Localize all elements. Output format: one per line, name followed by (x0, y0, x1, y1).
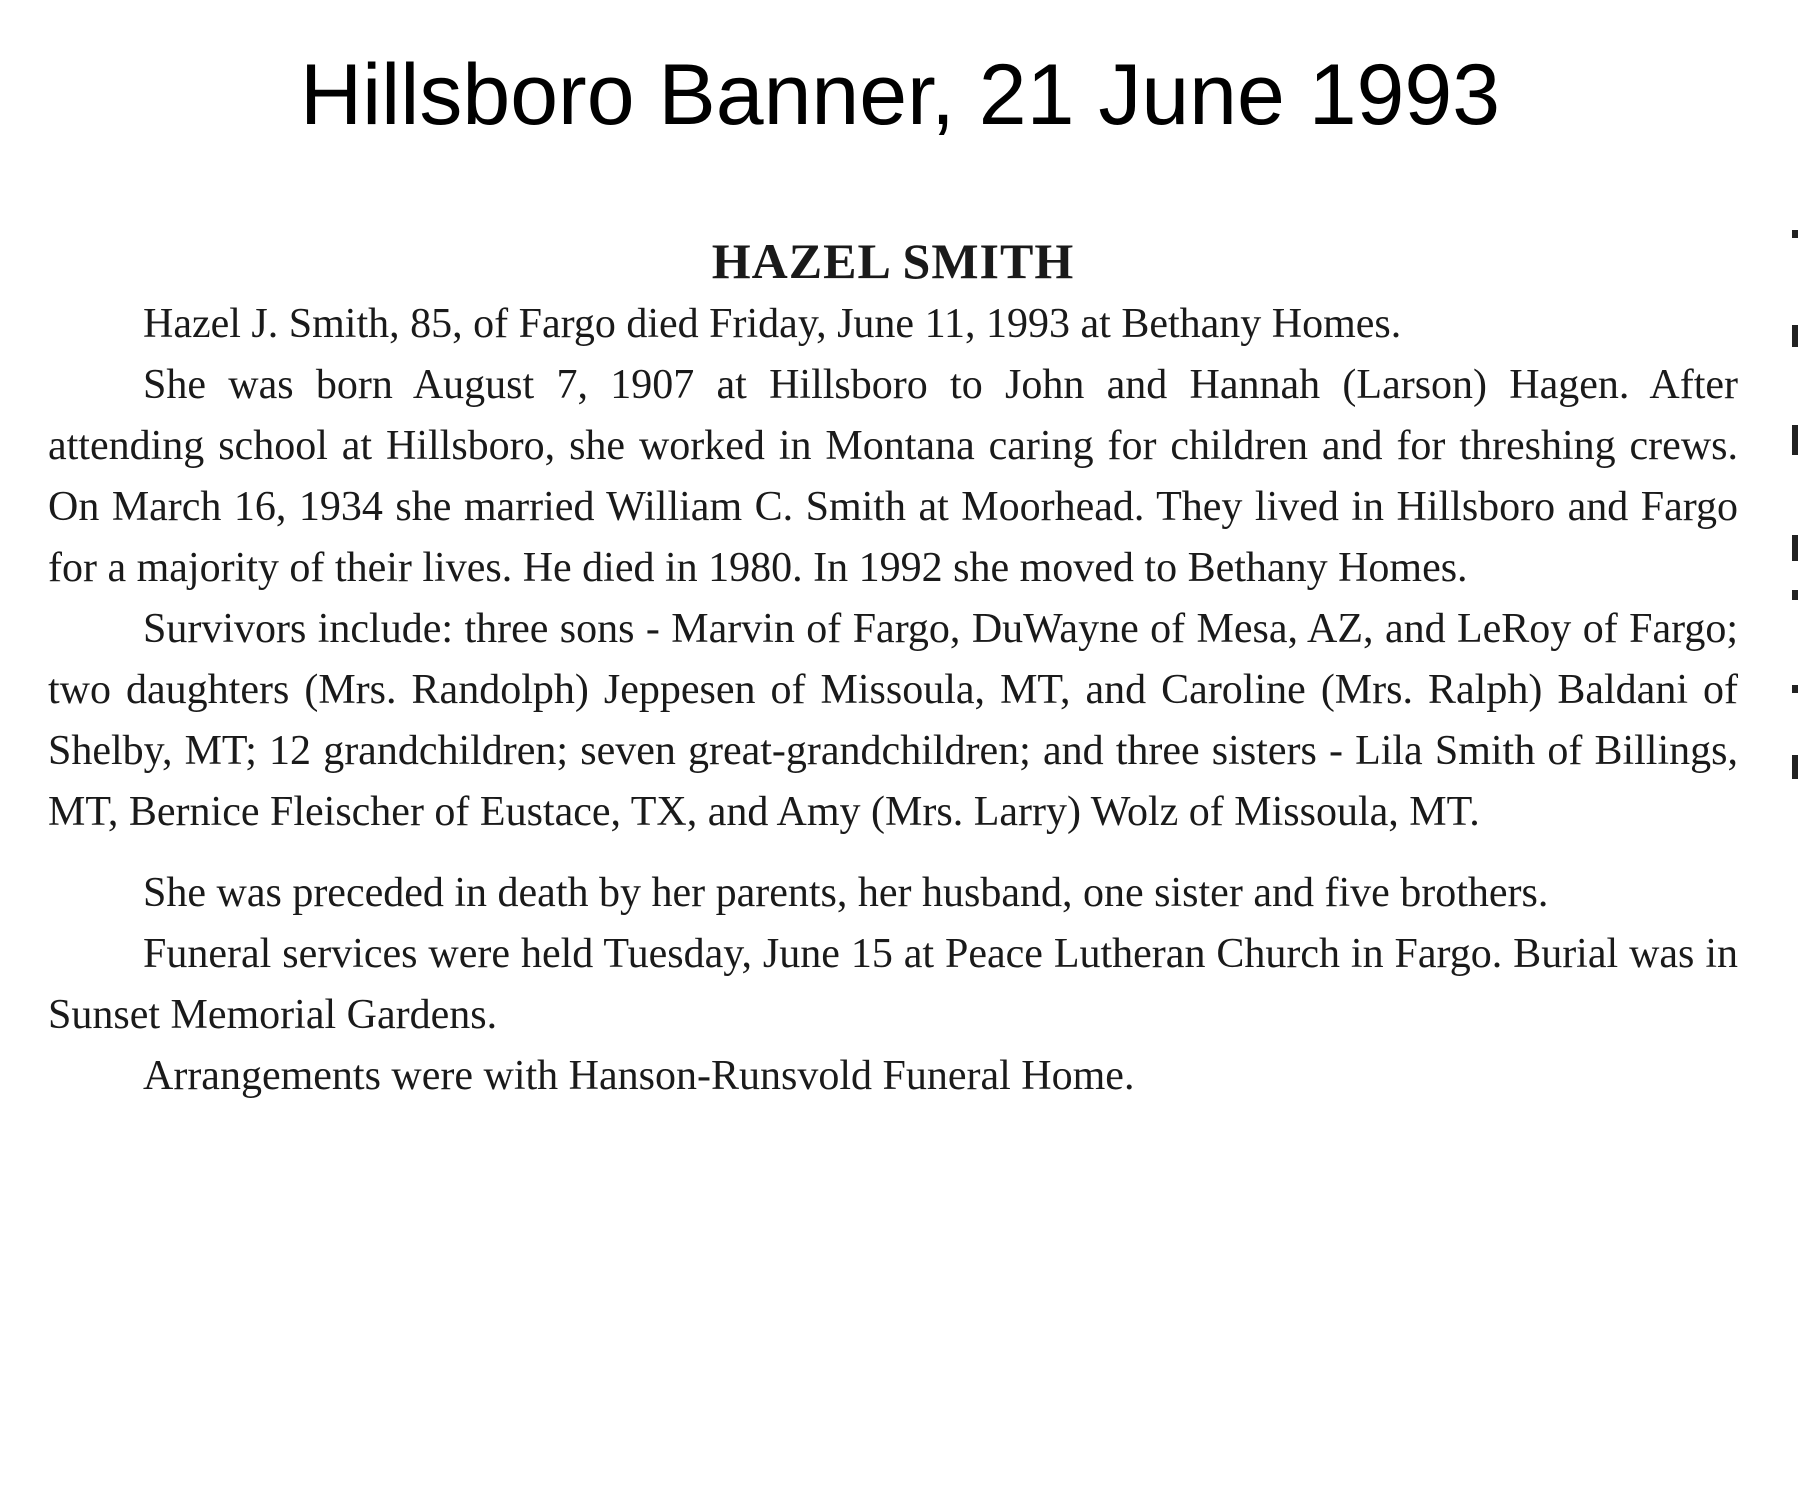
obituary-title: HAZEL SMITH (711, 233, 1075, 289)
page-caption: Hillsboro Banner, 21 June 1993 (299, 47, 1501, 143)
obituary-paragraph-preceded: She was preceded in death by her parents, her husband, one sister and five brothers. (143, 870, 1549, 916)
obituary-paragraph-survivors: Survivors include: three sons - Marvin of Fargo, DuWayne of Mesa, AZ, and LeRoy of Fargo; two daughters (Mrs. Randolph) Jeppesen of Missoula, MT, and Caroline (Mrs. Ralph) Baldani of Shelby, MT; 12 grandchildren; seven great-grandchildren; and three sisters - Lila Smith of Billings, MT, Bernice Fleischer of Eustace, TX, and Amy (Mrs. Larry) Wolz of Missoula, MT. (48, 606, 1738, 835)
obituary-paragraph-arrangements: Arrangements were with Hanson-Runsvold Funeral Home. (143, 1053, 1135, 1099)
obituary-paragraph-death: Hazel J. Smith, 85, of Fargo died Friday, June 11, 1993 at Bethany Homes. (143, 301, 1402, 347)
newspaper-clipping (48, 232, 1738, 1107)
obituary-paragraph-funeral: Funeral services were held Tuesday, June 15 at Peace Lutheran Church in Fargo. Burial was in Sunset Memorial Gardens. (48, 931, 1738, 1038)
adjacent-column-edge (1784, 230, 1800, 1330)
obituary-paragraph-life: She was born August 7, 1907 at Hillsboro to John and Hannah (Larson) Hagen. After attending school at Hillsboro, she worked in Montana caring for children and for threshing crews. On March 16, 1934 she married William C. Smith at Moorhead. They lived in Hillsboro and Fargo for a majority of their lives. He died in 1980. In 1992 she moved to Bethany Homes. (48, 362, 1738, 591)
